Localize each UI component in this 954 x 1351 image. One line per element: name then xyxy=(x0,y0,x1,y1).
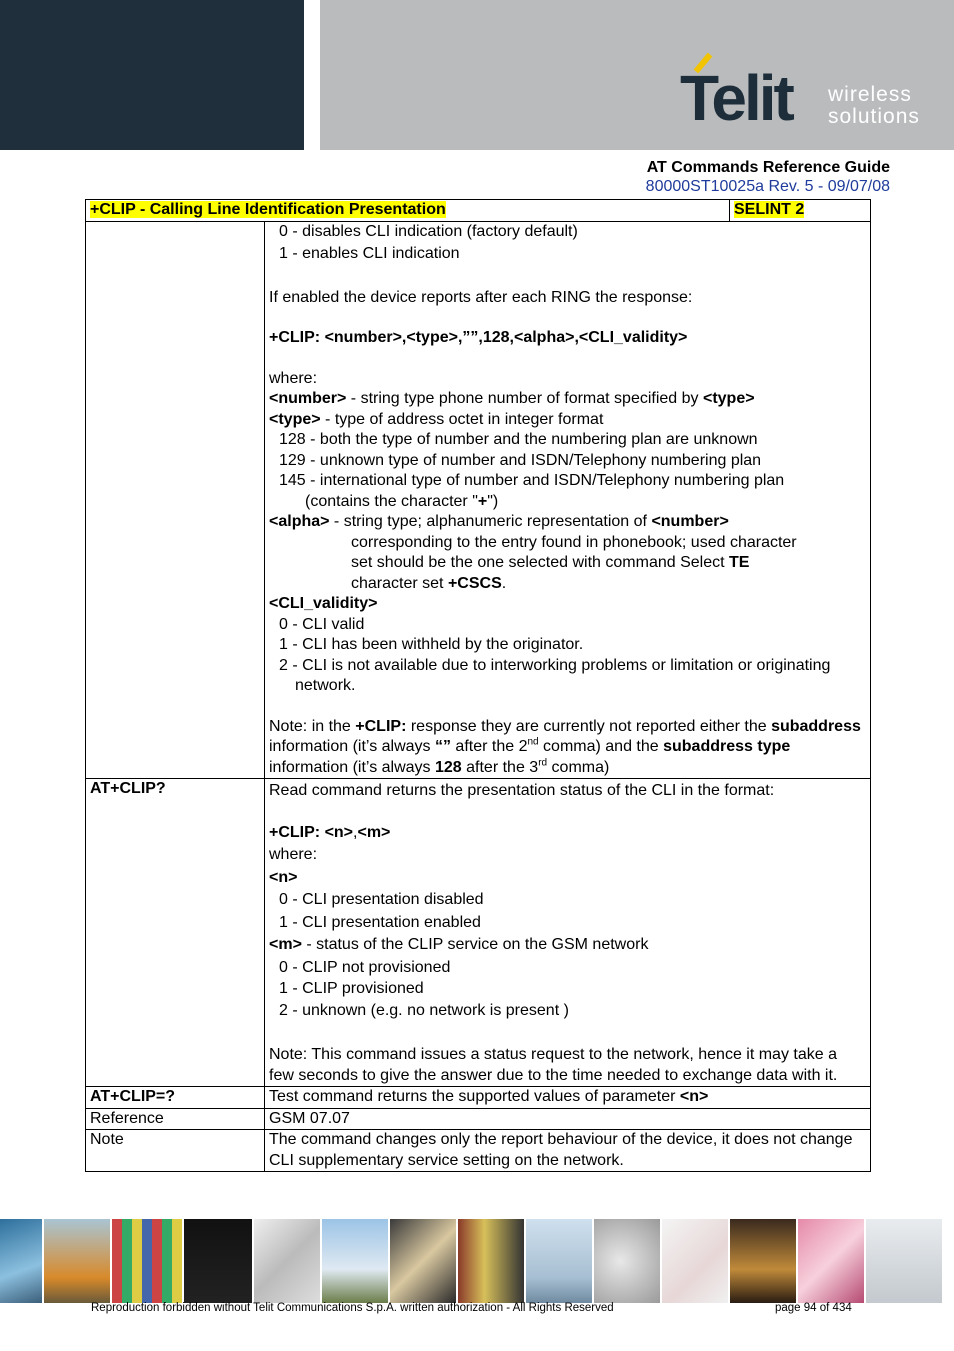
table-title-row xyxy=(86,200,871,222)
cli-validity-param: <CLI_validity> xyxy=(269,595,378,612)
number-param: <number> - string type phone number of format specified by <type> xyxy=(269,390,755,407)
photo-tile xyxy=(594,1219,660,1303)
read-n-param: <n> xyxy=(269,868,298,886)
type-param: <type> - type of address octet in integer format xyxy=(269,410,604,428)
photo-tile xyxy=(0,1219,42,1303)
where-label: where: xyxy=(269,369,318,387)
photo-tile xyxy=(526,1219,592,1303)
table-row-set-continued xyxy=(86,221,871,779)
note-value: The command changes only the report behaviour of the device, it does not change CLI supplementary service setting on the network. xyxy=(265,1130,871,1172)
doc-revision: 80000ST10025a Rev. 5 - 09/07/08 xyxy=(645,178,890,195)
doc-title: AT Commands Reference Guide xyxy=(646,159,890,176)
set-description xyxy=(265,221,871,779)
type-value-128: 128 - both the type of number and the numbering plan are unknown xyxy=(279,431,758,448)
table-row-reference xyxy=(86,1108,871,1130)
logo-wordmark: Telit xyxy=(680,62,792,134)
logo-tagline-line-2: solutions xyxy=(828,105,920,128)
alpha-cont-2: set should be the one selected with command Select TE xyxy=(351,554,750,571)
photo-tile xyxy=(112,1219,182,1303)
read-m-value-2: 2 - unknown (e.g. no network is present ) xyxy=(279,1001,569,1019)
photo-tile xyxy=(662,1219,728,1303)
read-description xyxy=(265,779,871,1087)
read-n-value-0: 0 - CLI presentation disabled xyxy=(279,891,484,908)
n-value-1: 1 - enables CLI indication xyxy=(279,245,460,262)
command-title: +CLIP - Calling Line Identification Presentation xyxy=(90,201,446,218)
report-intro: If enabled the device reports after each RING the response: xyxy=(269,288,693,306)
photo-tile xyxy=(322,1219,388,1303)
selint-cell xyxy=(730,200,871,222)
cli-value-0: 0 - CLI valid xyxy=(279,615,365,633)
logo-tagline-line-1: wireless xyxy=(828,83,912,106)
row-label-empty xyxy=(86,221,265,779)
footer-photo-strip xyxy=(0,1219,954,1303)
footer-page-number: page 94 of 434 xyxy=(775,1302,852,1314)
alpha-cont-1: corresponding to the entry found in phonebook; used character xyxy=(351,533,797,551)
footer-copyright: Reproduction forbidden without Telit Communications S.p.A. written authorization - All Rights Reserved xyxy=(91,1302,614,1314)
read-command-label: AT+CLIP? xyxy=(86,779,265,1087)
response-format: +CLIP: <number>,<type>,””,128,<alpha>,<CLI_validity> xyxy=(269,329,688,346)
table-row-read xyxy=(86,779,871,1087)
table-title-cell xyxy=(86,200,730,222)
photo-tile xyxy=(866,1219,942,1303)
n-value-0: 0 - disables CLI indication (factory default) xyxy=(279,222,578,240)
photo-tile xyxy=(184,1219,252,1303)
test-description: Test command returns the supported values of parameter <n> xyxy=(265,1087,871,1109)
type-value-129: 129 - unknown type of number and ISDN/Telephony numbering plan xyxy=(279,451,762,469)
test-command-label: AT+CLIP=? xyxy=(86,1087,265,1109)
note-label: Note xyxy=(86,1130,265,1172)
read-note: Note: This command issues a status request to the network, hence it may take a few seconds to give the answer due to the time needed to exchange data with it. xyxy=(269,1046,838,1084)
photo-tile xyxy=(798,1219,864,1303)
photo-tile xyxy=(390,1219,456,1303)
type-value-145-cont: (contains the character "+") xyxy=(305,492,499,510)
photo-tile xyxy=(730,1219,796,1303)
alpha-param: <alpha> - string type; alphanumeric representation of <number> xyxy=(269,513,729,530)
cli-value-2: 2 - CLI is not available due to interworking problems or limitation or originating network. xyxy=(279,656,831,694)
header-banner-dark xyxy=(0,0,304,150)
read-format: +CLIP: <n>,<m> xyxy=(269,823,391,841)
set-note: Note: in the +CLIP: response they are currently not reported either the subaddress information (it’s always “” after the 2nd comma) and the subaddress type information (it’s always 128 after the 3rd comma) xyxy=(269,717,861,776)
read-m-value-1: 1 - CLIP provisioned xyxy=(279,980,424,997)
photo-tile xyxy=(458,1219,524,1303)
photo-tile xyxy=(254,1219,320,1303)
table-row-test xyxy=(86,1087,871,1109)
selint-badge: SELINT 2 xyxy=(734,201,805,218)
logo-tagline xyxy=(828,84,920,128)
read-m-value-0: 0 - CLIP not provisioned xyxy=(279,958,451,976)
reference-value: GSM 07.07 xyxy=(265,1108,871,1130)
read-intro: Read command returns the presentation status of the CLI in the format: xyxy=(269,782,775,799)
telit-logo xyxy=(678,48,928,132)
type-value-145: 145 - international type of number and ISDN/Telephony numbering plan xyxy=(279,472,785,489)
reference-label: Reference xyxy=(86,1108,265,1130)
command-table xyxy=(85,199,871,1172)
read-m-param: <m> - status of the CLIP service on the GSM network xyxy=(269,936,649,953)
table-row-note xyxy=(86,1130,871,1172)
photo-tile xyxy=(44,1219,110,1303)
cli-value-1: 1 - CLI has been withheld by the originator. xyxy=(279,636,584,653)
read-n-value-1: 1 - CLI presentation enabled xyxy=(279,913,481,931)
read-where: where: xyxy=(269,846,318,863)
alpha-cont-3: character set +CSCS. xyxy=(351,574,507,592)
